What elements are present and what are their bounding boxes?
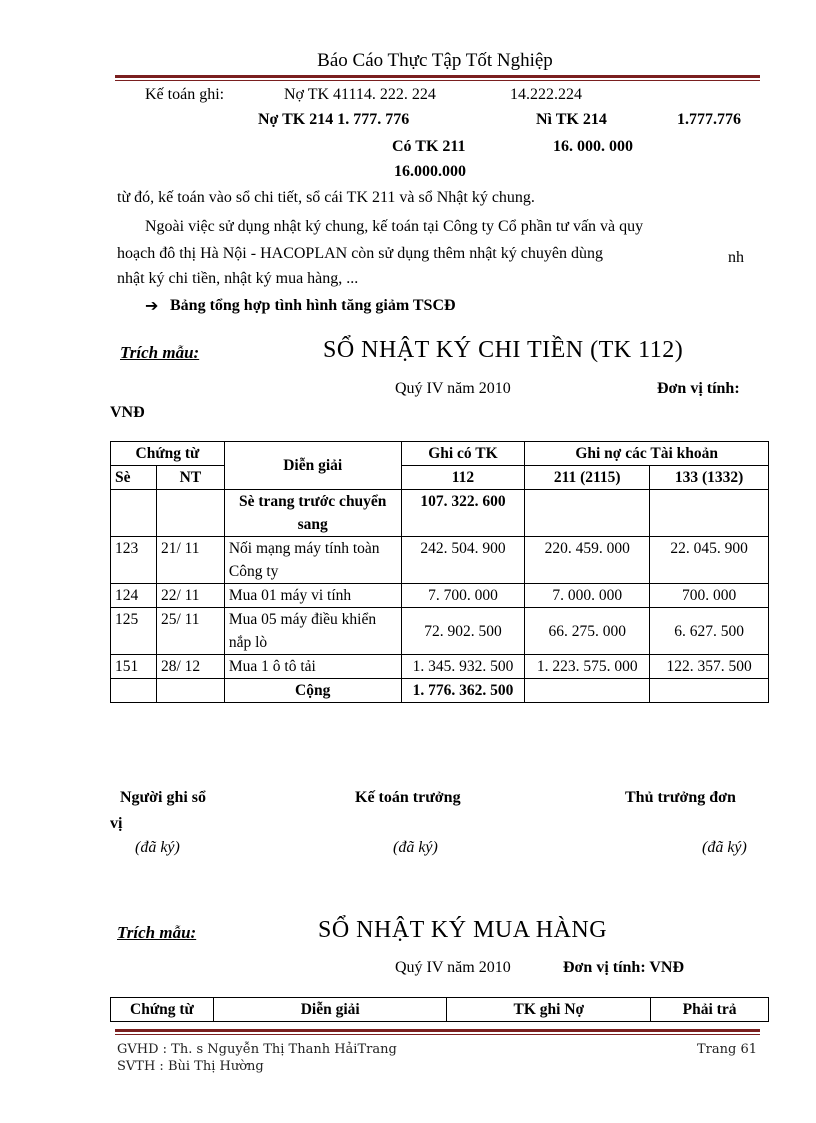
total-debit-211 xyxy=(525,679,650,703)
purchase-header-debit: TK ghi Nợ xyxy=(447,998,651,1022)
row-debit-211: 7. 000. 000 xyxy=(525,584,650,608)
purchase-header-payable: Phải trả xyxy=(651,998,769,1022)
page-header-title: Báo Cáo Thực Tập Tốt Nghiệp xyxy=(317,50,553,71)
paragraph-2-line-2: hoạch đô thị Hà Nội - HACOPLAN còn sử dụng thêm nhật ký chuyên dùng xyxy=(117,245,603,262)
paragraph-2-line-1: Ngoài việc sử dụng nhật ký chung, kế toán tại Công ty Cổ phần tư vấn và quy xyxy=(145,218,644,235)
total-label: Cộng xyxy=(224,679,401,703)
row-debit-211: 66. 275. 000 xyxy=(525,608,650,655)
header-rule-thin xyxy=(115,80,760,81)
paragraph-2-line-2-tail: nh xyxy=(728,249,744,266)
total-row xyxy=(111,679,769,703)
signature-head-tail: vị xyxy=(110,815,123,832)
row-date: 21/ 11 xyxy=(156,537,224,584)
row-no xyxy=(111,490,157,537)
row-credit: 72. 902. 500 xyxy=(401,608,525,655)
footer-rule-thin xyxy=(115,1034,760,1035)
header-voucher-no: Sè xyxy=(111,466,157,490)
paragraph-1: từ đó, kế toán vào sổ chi tiết, sổ cái TK 211 và sổ Nhật ký chung. xyxy=(117,189,535,206)
cash-journal-title: SỔ NHẬT KÝ CHI TIỀN (TK 112) xyxy=(323,337,684,363)
signed-chief: (đã ký) xyxy=(393,839,438,856)
footer-page-number: Trang 61 xyxy=(697,1042,758,1057)
cash-excerpt-label: Trích mẫu: xyxy=(120,343,200,362)
table-row xyxy=(111,608,769,655)
row-no: 151 xyxy=(111,655,157,679)
row-date xyxy=(156,490,224,537)
header-voucher-date: NT xyxy=(156,466,224,490)
row-debit-211: 1. 223. 575. 000 xyxy=(525,655,650,679)
row-date: 25/ 11 xyxy=(156,608,224,655)
purchase-journal-table xyxy=(110,997,769,1022)
header-credit-line2: 112 xyxy=(401,466,525,490)
row-debit-211 xyxy=(525,490,650,537)
entry-line1-b: 14.222.224 xyxy=(510,86,582,103)
header-rule xyxy=(115,75,760,78)
row-date: 22/ 11 xyxy=(156,584,224,608)
entry-line3-a: Có TK 211 xyxy=(392,138,466,155)
entry-line2-c: 1.777.776 xyxy=(677,111,741,128)
purchase-excerpt-label: Trích mẫu: xyxy=(117,923,197,942)
row-debit-133 xyxy=(650,490,769,537)
footer-rule xyxy=(115,1029,760,1032)
header-account-211: 211 (2115) xyxy=(525,466,650,490)
entry-line2-a: Nợ TK 214 1. 777. 776 xyxy=(258,111,410,128)
entry-label: Kế toán ghi: xyxy=(145,86,225,103)
row-date: 28/ 12 xyxy=(156,655,224,679)
purchase-period: Quý IV năm 2010 xyxy=(395,959,511,976)
cash-journal-table xyxy=(110,441,769,703)
header-account-133: 133 (1332) xyxy=(650,466,769,490)
signature-recorder: Người ghi sổ xyxy=(120,789,207,806)
table-row xyxy=(111,655,769,679)
row-debit-133: 700. 000 xyxy=(650,584,769,608)
total-debit-133 xyxy=(650,679,769,703)
row-credit: 242. 504. 900 xyxy=(401,537,525,584)
header-debit-accounts: Ghi nợ các Tài khoản xyxy=(525,442,769,466)
total-no xyxy=(111,679,157,703)
table-row xyxy=(111,584,769,608)
row-debit-133: 122. 357. 500 xyxy=(650,655,769,679)
purchase-header-description: Diễn giải xyxy=(213,998,447,1022)
table-row xyxy=(111,537,769,584)
entry-line4: 16.000.000 xyxy=(394,163,466,180)
purchase-header-voucher: Chứng từ xyxy=(111,998,214,1022)
purchase-journal-title: SỔ NHẬT KÝ MUA HÀNG xyxy=(318,917,608,943)
row-no: 123 xyxy=(111,537,157,584)
row-credit: 107. 322. 600 xyxy=(401,490,525,537)
row-desc: Mua 1 ô tô tải xyxy=(224,655,401,679)
row-debit-211: 220. 459. 000 xyxy=(525,537,650,584)
entry-line3-b: 16. 000. 000 xyxy=(553,138,633,155)
signed-recorder: (đã ký) xyxy=(135,839,180,856)
signature-chief-accountant: Kế toán trưởng xyxy=(355,789,461,806)
cash-unit: VNĐ xyxy=(110,404,145,421)
cash-unit-label: Đơn vị tính: xyxy=(657,380,740,397)
row-credit: 1. 345. 932. 500 xyxy=(401,655,525,679)
header-voucher: Chứng từ xyxy=(111,442,225,466)
total-credit: 1. 776. 362. 500 xyxy=(401,679,525,703)
arrow-icon: ➔ xyxy=(145,296,159,315)
signed-head: (đã ký) xyxy=(702,839,747,856)
row-no: 125 xyxy=(111,608,157,655)
row-credit: 7. 700. 000 xyxy=(401,584,525,608)
header-description: Diễn giải xyxy=(224,442,401,490)
row-desc: Mua 01 máy vi tính xyxy=(224,584,401,608)
row-desc: Mua 05 máy điều khiển nắp lò xyxy=(224,608,401,655)
row-desc: Nối mạng máy tính toàn Công ty xyxy=(224,537,401,584)
entry-line2-b: Nì TK 214 xyxy=(536,111,607,128)
total-date xyxy=(156,679,224,703)
footer-student: SVTH : Bùi Thị Hường xyxy=(117,1059,264,1074)
table-row xyxy=(111,490,769,537)
row-debit-133: 22. 045. 900 xyxy=(650,537,769,584)
cash-period: Quý IV năm 2010 xyxy=(395,380,511,397)
row-desc: Sè trang trước chuyển sang xyxy=(224,490,401,537)
footer-supervisor: GVHD : Th. s Nguyễn Thị Thanh HảiTrang xyxy=(117,1042,397,1057)
row-no: 124 xyxy=(111,584,157,608)
header-credit-line1: Ghi có TK xyxy=(401,442,525,466)
purchase-unit-label: Đơn vị tính: VNĐ xyxy=(563,959,685,976)
signature-head: Thủ trưởng đơn xyxy=(625,789,736,806)
entry-line1-a: Nợ TK 41114. 222. 224 xyxy=(284,86,436,103)
summary-heading: Bảng tổng hợp tình hình tăng giảm TSCĐ xyxy=(170,297,456,314)
row-debit-133: 6. 627. 500 xyxy=(650,608,769,655)
paragraph-2-line-3: nhật ký chi tiền, nhật ký mua hàng, ... xyxy=(117,270,359,287)
